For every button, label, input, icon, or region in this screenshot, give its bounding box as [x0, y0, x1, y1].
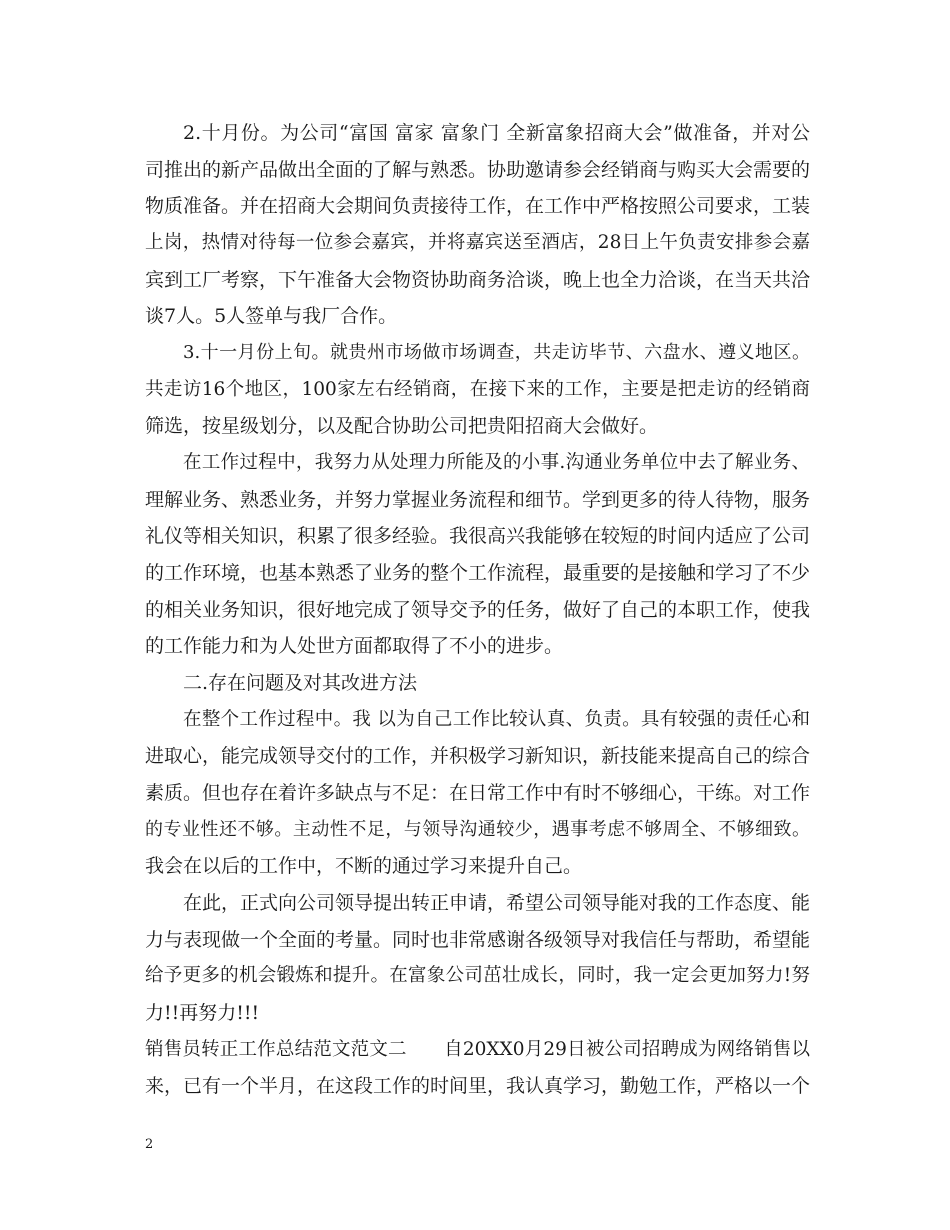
paragraph-line: 来，已有一个半月，在这段工作的时间里，我认真学习，勤勉工作，严格以一个	[145, 1075, 811, 1097]
paragraph-line: 的工作能力和为人处世方面都取得了不小的进步。	[145, 635, 564, 657]
paragraph-line: 2.十月份。为公司“富国 富家 富象门 全新富象招商大会”做准备，并对公	[183, 122, 810, 144]
paragraph-line: 的专业性还不够。主动性不足，与领导沟通较少，遇事考虑不够周全、不够细致。	[145, 819, 810, 840]
paragraph-line: 谈7人。5人签单与我厂合作。	[145, 305, 398, 327]
paragraph-line: 在工作过程中，我努力从处理力所能及的小事.沟通业务单位中去了解业务、	[183, 452, 810, 473]
paragraph-line: 礼仪等相关知识，积累了很多经验。我很高兴我能够在较短的时间内适应了公司	[145, 525, 811, 547]
paragraph-line: 的工作环境，也基本熟悉了业务的整个工作流程，最重要的是接触和学习了不少	[145, 562, 811, 584]
paragraph-line: 宾到工厂考察，下午准备大会物资协助商务洽谈，晚上也全力洽谈，在当天共洽	[145, 269, 811, 291]
paragraph-line: 在整个工作过程中。我 以为自己工作比较认真、负责。具有较强的责任心和	[183, 709, 810, 730]
paragraph-line: 上岗，热情对待每一位参会嘉宾，并将嘉宾送至酒店，28日上午负责安排参会嘉	[145, 232, 810, 253]
paragraph-line: 司推出的新产品做出全面的了解与熟悉。协助邀请参会经销商与购买大会需要的	[145, 159, 811, 181]
paragraph-line: 3.十一月份上旬。就贵州市场做市场调查，共走访毕节、六盘水、遵义地区。	[183, 342, 810, 363]
paragraph-line: 力与表现做一个全面的考量。同时也非常感谢各级领导对我信任与帮助，希望能	[145, 929, 811, 951]
paragraph-line: 给予更多的机会锻炼和提升。在富象公司茁壮成长，同时，我一定会更加努力!努	[145, 965, 811, 986]
paragraph-line: 素质。但也存在着许多缺点与不足：在日常工作中有时不够细心，干练。对工作	[145, 782, 811, 804]
paragraph-line: 的相关业务知识，很好地完成了领导交予的任务，做好了自己的本职工作，使我	[145, 599, 811, 621]
paragraph-line: 筛选，按星级划分，以及配合协助公司把贵阳招商大会做好。	[145, 415, 659, 437]
paragraph-line: 物质准备。并在招商大会期间负责接待工作，在工作中严格按照公司要求，工装	[145, 195, 811, 217]
page-number: 2	[145, 1137, 154, 1152]
paragraph-line: 力!!再努力!!!	[145, 1002, 260, 1024]
paragraph-line: 进取心，能完成领导交付的工作，并积极学习新知识，新技能来提高自己的综合	[145, 745, 811, 767]
section-heading: 二.存在问题及对其改进方法	[183, 672, 418, 694]
paragraph-line: 销售员转正工作总结范文范文二 自20XX0月29日被公司招聘成为网络销售以	[145, 1039, 810, 1060]
paragraph-line: 在此，正式向公司领导提出转正申请，希望公司领导能对我的工作态度、能	[183, 892, 811, 914]
paragraph-line: 共走访16个地区，100家左右经销商，在接下来的工作，主要是把走访的经销商	[145, 379, 810, 400]
paragraph-line: 我会在以后的工作中，不断的通过学习来提升自己。	[145, 855, 583, 877]
paragraph-line: 理解业务、熟悉业务，并努力掌握业务流程和细节。学到更多的待人待物，服务	[145, 489, 811, 511]
